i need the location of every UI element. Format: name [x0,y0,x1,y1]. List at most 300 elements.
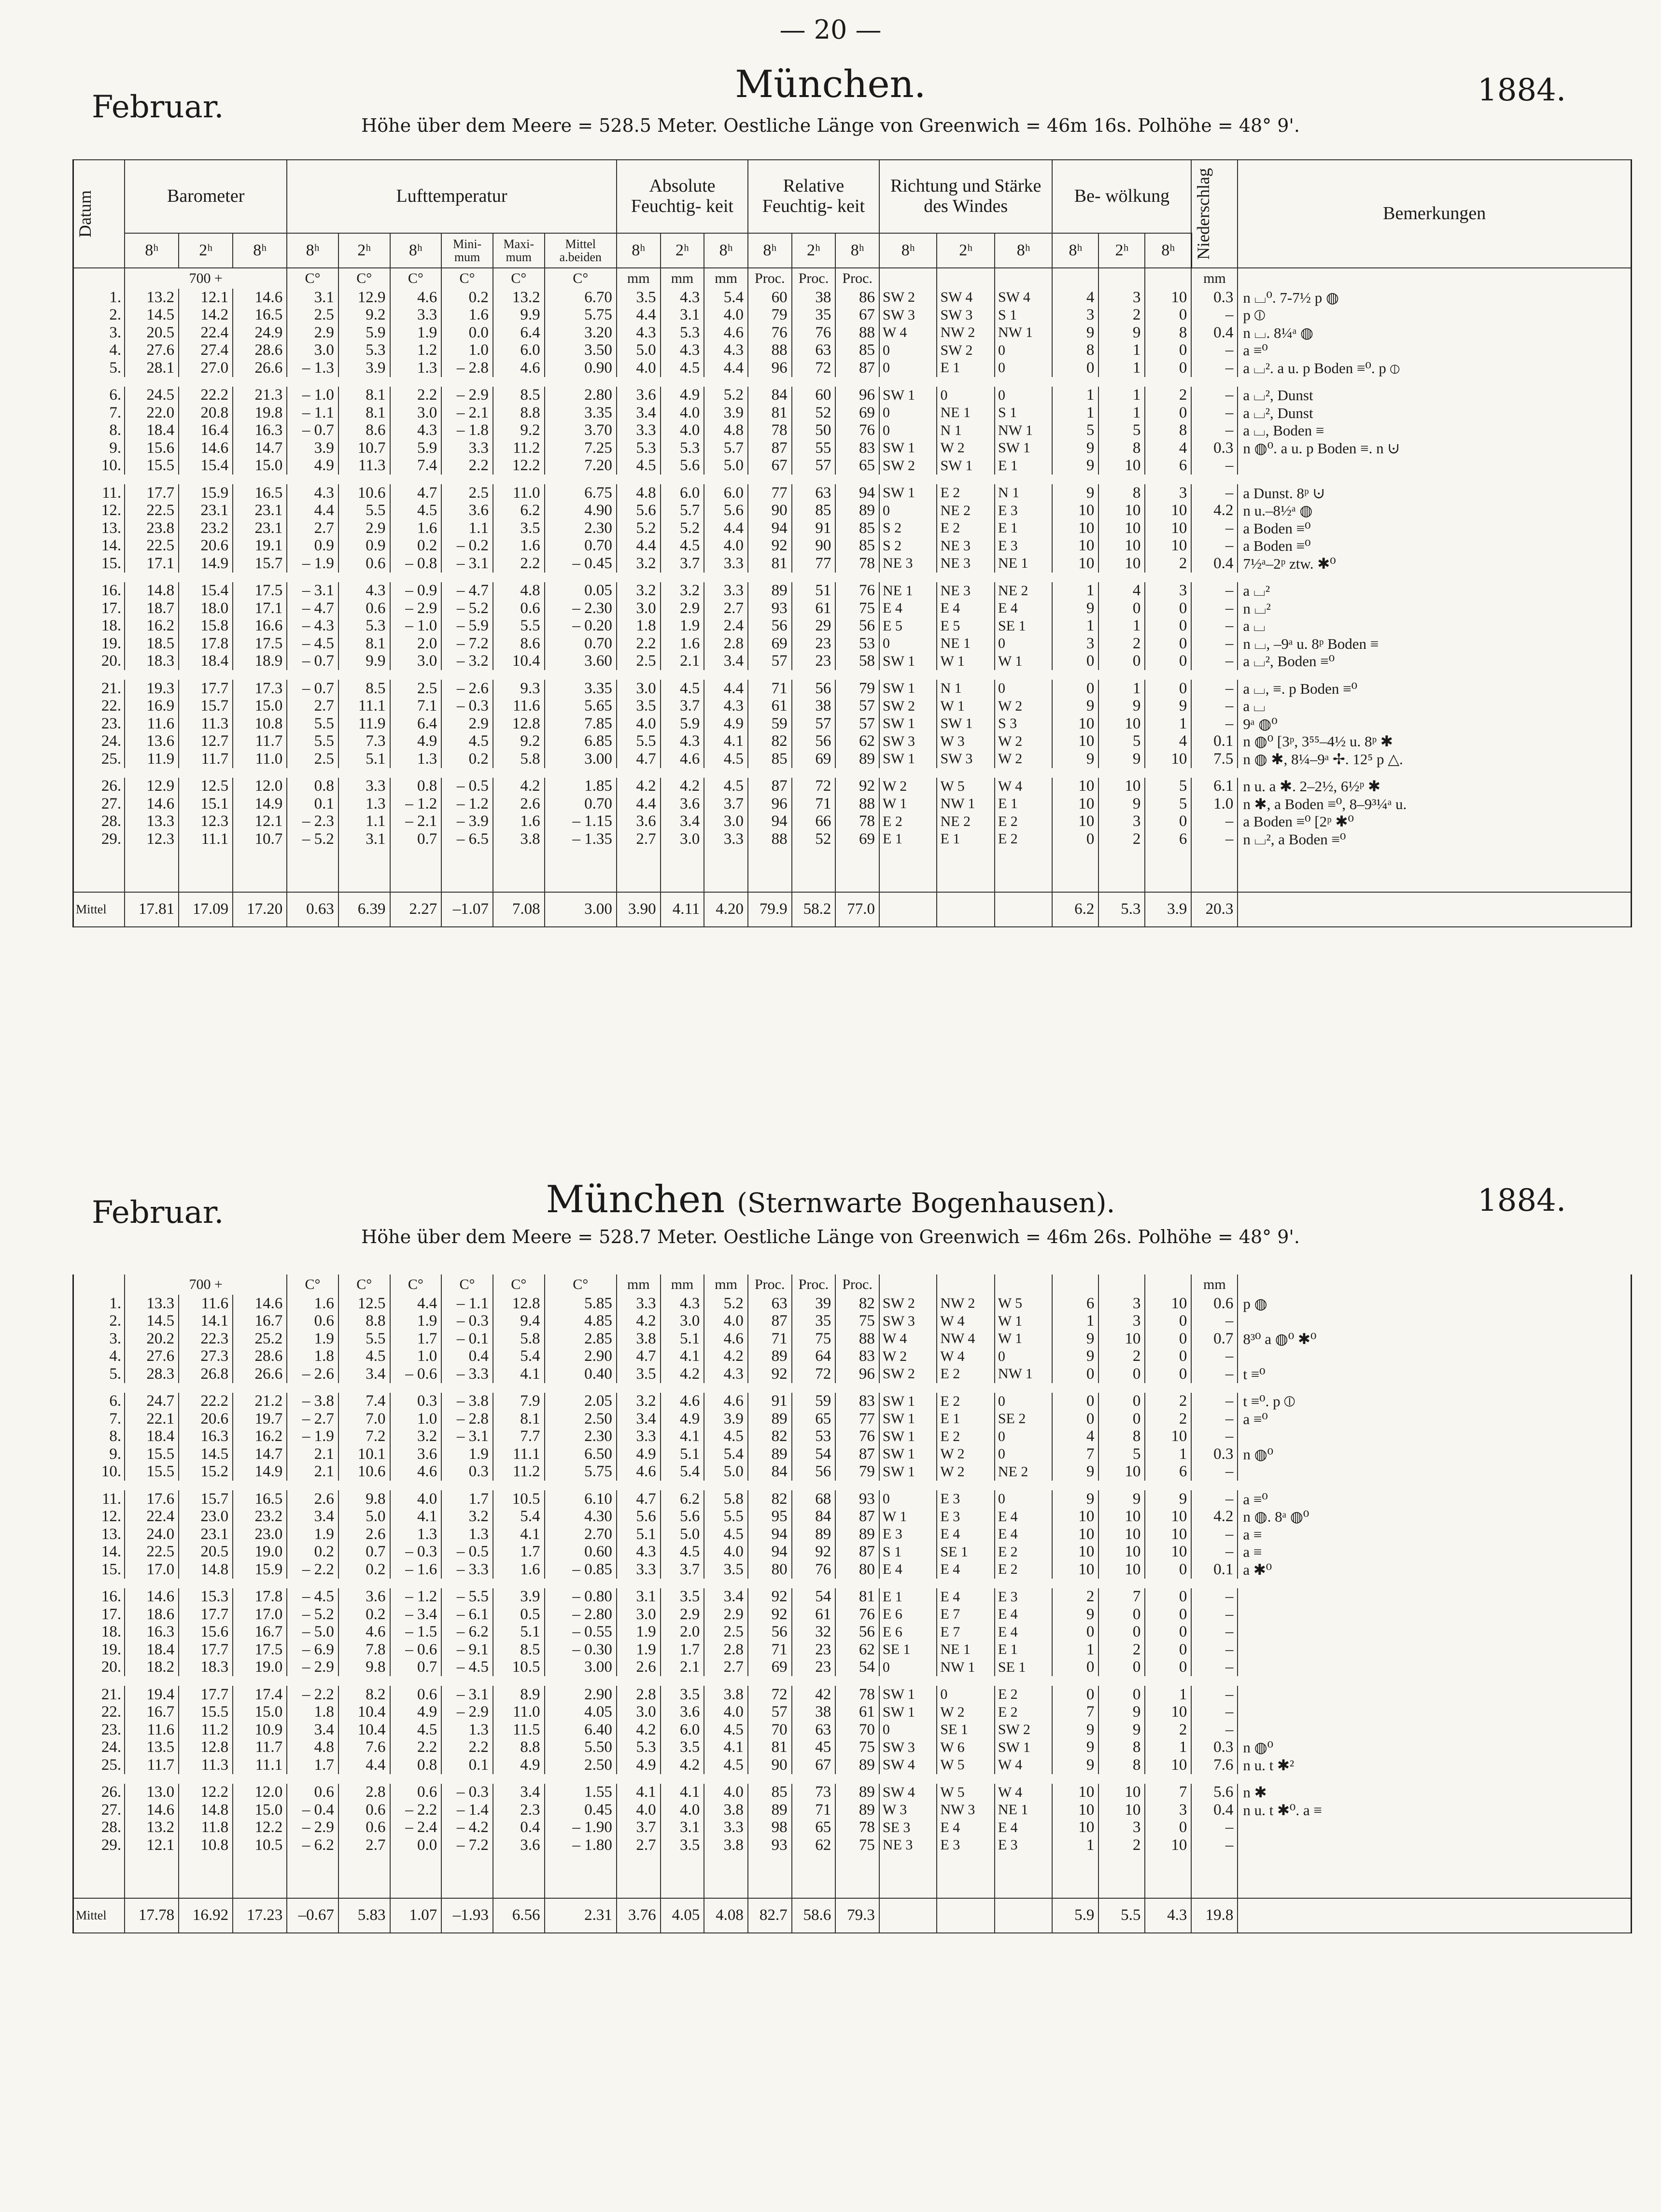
cell-15: 76 [835,1606,879,1624]
cell-13: 78 [748,422,792,440]
cell-8: 1.6 [493,1561,545,1579]
cell-15: 57 [835,715,879,733]
cell-7: – 3.3 [441,1561,493,1579]
cell-19: 9 [1052,1739,1098,1757]
cell-1: 12.9 [125,778,179,796]
cell-1: 11.9 [125,750,179,768]
cell-12: 4.5 [704,1721,748,1739]
cell-5: 12.9 [338,289,390,307]
cell-14: 63 [792,1721,836,1739]
day-row [73,1704,1632,1722]
cell-9: 0.40 [545,1365,617,1383]
unit-cell: mm [617,268,661,289]
cell-1: 13.2 [125,289,179,307]
spacer-cell [1098,848,1145,892]
cell-16: E 4 [879,1561,937,1579]
cell-1: 23.8 [125,519,179,537]
cell-22: – [1191,698,1238,715]
spacer-row [73,1854,1632,1898]
cell-19: 1 [1052,387,1098,405]
cell-6: 2.5 [390,680,442,698]
cell-10: 5.3 [617,439,661,457]
cell-7: – 7.2 [441,635,493,653]
cell-8: 9.2 [493,422,545,440]
spacer-cell [879,848,937,892]
cell-19: 1 [1052,1641,1098,1659]
cell-19: 1 [1052,1313,1098,1330]
cell-18: E 1 [995,519,1052,537]
cell-18: N 1 [995,484,1052,502]
spacer-cell [1145,848,1191,892]
station-title [0,1178,1661,1221]
gap-cell [73,1579,1632,1588]
cell-2: 23.1 [179,1526,233,1543]
cell-3: 14.7 [233,439,287,457]
cell-2: 12.7 [179,733,233,751]
cell-3: 10.8 [233,715,287,733]
cell-21: 10 [1145,1428,1191,1446]
cell-8: 4.1 [493,1526,545,1543]
cell-22: 0.3 [1191,1445,1238,1463]
cell-11: 4.3 [661,733,704,751]
cell-14: 50 [792,422,836,440]
cell-3: 15.0 [233,1801,287,1819]
cell-22: – [1191,1721,1238,1739]
cell-18: NE 2 [995,1463,1052,1481]
day-row [73,680,1632,698]
cell-20: 1 [1098,342,1145,360]
spacer-cell [125,1854,179,1898]
cell-21: 1 [1145,1445,1191,1463]
cell-14: 32 [792,1624,836,1641]
cell-9: 6.50 [545,1445,617,1463]
cell-4: 0.1 [287,795,338,813]
cell-21: 0 [1145,1624,1191,1641]
cell-1: 13.3 [125,813,179,831]
mean-cell [879,1898,937,1933]
cell-6: 2.0 [390,635,442,653]
mean-cell [937,892,994,927]
cell-5: 11.1 [338,698,390,715]
cell-2: 15.7 [179,698,233,715]
cell-21: 2 [1145,387,1191,405]
day-row [73,387,1632,405]
cell-13: 56 [748,617,792,635]
subheader-hour-8: 8ʰ [125,233,179,268]
cell-17: NE 1 [937,1641,994,1659]
cell-remark [1238,1836,1631,1854]
cell-10: 3.7 [617,1819,661,1837]
cell-19: 10 [1052,795,1098,813]
cell-remark: n ⌴² [1238,600,1631,617]
cell-15: 89 [835,1526,879,1543]
cell-22: – [1191,1348,1238,1366]
cell-2: 11.8 [179,1819,233,1837]
day-row [73,617,1632,635]
cell-22: 0.4 [1191,324,1238,342]
cell-12: 3.9 [704,1410,748,1428]
cell-13: 92 [748,1588,792,1606]
cell-9: 7.85 [545,715,617,733]
cell-5: 9.9 [338,653,390,671]
cell-19: 9 [1052,1463,1098,1481]
cell-remark: n ⌴, –9ᵃ u. 8ᵖ Boden ≡ [1238,635,1631,653]
cell-19: 0 [1052,1393,1098,1411]
spacer-cell [1191,848,1238,892]
cell-1: 17.0 [125,1561,179,1579]
day-row [73,600,1632,617]
cell-remark [1238,1428,1631,1446]
cell-1: 18.2 [125,1659,179,1677]
group-gap [73,377,1632,387]
cell-7: – 3.1 [441,1686,493,1704]
cell-7: – 1.2 [441,795,493,813]
cell-17: NE 2 [937,813,994,831]
cell-date: 27. [73,795,125,813]
subheader-minimum: Mini- mum [441,233,493,268]
spacer-cell [704,848,748,892]
cell-22: 4.2 [1191,1508,1238,1526]
cell-8: 4.1 [493,1365,545,1383]
cell-3: 12.1 [233,813,287,831]
cell-3: 17.3 [233,680,287,698]
cell-14: 61 [792,600,836,617]
cell-4: – 5.0 [287,1624,338,1641]
cell-19: 0 [1052,680,1098,698]
header-precipitation-label: Niederschlag [1193,168,1213,260]
cell-15: 61 [835,1704,879,1722]
cell-7: – 3.1 [441,555,493,573]
cell-10: 4.2 [617,1721,661,1739]
cell-date: 16. [73,1588,125,1606]
cell-13: 89 [748,1410,792,1428]
mean-cell: 17.78 [125,1898,179,1933]
cell-15: 56 [835,1624,879,1641]
cell-22: 0.6 [1191,1295,1238,1313]
cell-19: 9 [1052,457,1098,475]
cell-7: – 1.4 [441,1801,493,1819]
cell-19: 0 [1052,359,1098,377]
cell-21: 8 [1145,324,1191,342]
cell-13: 63 [748,1295,792,1313]
cell-14: 84 [792,1508,836,1526]
cell-remark [1238,1819,1631,1837]
cell-7: 2.9 [441,715,493,733]
day-row [73,582,1632,600]
gap-cell [73,573,1632,582]
cell-18: E 4 [995,1624,1052,1641]
cell-22: 0.4 [1191,555,1238,573]
cell-6: 1.3 [390,359,442,377]
cell-8: 7.7 [493,1428,545,1446]
cell-13: 87 [748,439,792,457]
cell-4: 2.9 [287,324,338,342]
cell-4: 4.3 [287,484,338,502]
cell-15: 57 [835,698,879,715]
cell-8: 1.7 [493,1543,545,1561]
cell-4: 5.5 [287,715,338,733]
cell-14: 68 [792,1490,836,1508]
gap-cell [73,1774,1632,1784]
cell-20: 10 [1098,1801,1145,1819]
cell-12: 5.8 [704,1490,748,1508]
cell-11: 3.5 [661,1686,704,1704]
cell-15: 53 [835,635,879,653]
cell-19: 10 [1052,537,1098,555]
cell-date: 27. [73,1801,125,1819]
cell-4: – 0.7 [287,422,338,440]
cell-7: – 0.5 [441,1543,493,1561]
section-2 [0,1178,1661,1274]
cell-17: W 2 [937,439,994,457]
cell-10: 3.0 [617,1704,661,1722]
spacer-cell [704,1854,748,1898]
cell-2: 20.5 [179,1543,233,1561]
day-row [73,1526,1632,1543]
cell-9: – 0.20 [545,617,617,635]
cell-17: N 1 [937,680,994,698]
cell-18: SW 4 [995,289,1052,307]
cell-5: 7.8 [338,1641,390,1659]
cell-12: 5.2 [704,1295,748,1313]
cell-16: NE 1 [879,582,937,600]
cell-20: 3 [1098,1819,1145,1837]
spacer-cell [441,1854,493,1898]
cell-22: 0.7 [1191,1330,1238,1348]
cell-18: 0 [995,387,1052,405]
subheader-hour-8: 8ʰ [233,233,287,268]
cell-19: 9 [1052,439,1098,457]
cell-14: 72 [792,778,836,796]
cell-2: 14.2 [179,307,233,324]
cell-6: – 0.3 [390,1543,442,1561]
cell-21: 1 [1145,1739,1191,1757]
cell-4: 0.9 [287,537,338,555]
cell-17: NE 3 [937,582,994,600]
cell-2: 17.7 [179,680,233,698]
cell-10: 2.7 [617,1836,661,1854]
mean-cell: 79.9 [748,892,792,927]
cell-14: 71 [792,1801,836,1819]
cell-12: 4.0 [704,1784,748,1802]
cell-3: 26.6 [233,359,287,377]
cell-14: 35 [792,1313,836,1330]
cell-15: 89 [835,502,879,520]
cell-10: 4.2 [617,778,661,796]
mean-cell: 20.3 [1191,892,1238,927]
cell-5: 8.1 [338,387,390,405]
cell-remark: a Dunst. 8ᵖ ⊍ [1238,484,1631,502]
group-gap [73,670,1632,680]
cell-2: 14.5 [179,1445,233,1463]
cell-7: – 0.5 [441,778,493,796]
cell-6: 1.9 [390,1313,442,1330]
cell-22: – [1191,1365,1238,1383]
month-label: Februar. [92,89,224,125]
cell-13: 67 [748,457,792,475]
mean-cell: 3.9 [1145,892,1191,927]
cell-1: 19.4 [125,1686,179,1704]
gap-cell [73,1676,1632,1686]
cell-7: – 3.3 [441,1365,493,1383]
cell-3: 23.0 [233,1526,287,1543]
cell-17: W 6 [937,1739,994,1757]
cell-15: 69 [835,404,879,422]
cell-15: 88 [835,324,879,342]
cell-11: 3.6 [661,795,704,813]
cell-date: 25. [73,750,125,768]
unit-cell: C° [338,1274,390,1295]
cell-date: 1. [73,1295,125,1313]
cell-18: W 1 [995,1330,1052,1348]
cell-5: 10.4 [338,1721,390,1739]
cell-6: 0.8 [390,1756,442,1774]
cell-16: SW 1 [879,484,937,502]
cell-10: 4.0 [617,715,661,733]
units-row [73,268,1632,289]
day-row [73,457,1632,475]
cell-15: 96 [835,387,879,405]
subheader-hour-8: 8ʰ [390,233,442,268]
cell-remark: n ⌴⁰. 7-7½ p ◍ [1238,289,1631,307]
cell-18: E 1 [995,795,1052,813]
cell-8: 8.5 [493,1641,545,1659]
cell-16: SW 1 [879,1463,937,1481]
cell-16: SW 1 [879,1410,937,1428]
cell-18: W 2 [995,733,1052,751]
cell-16: E 6 [879,1606,937,1624]
cell-7: 4.5 [441,733,493,751]
cell-3: 17.0 [233,1606,287,1624]
cell-10: 3.3 [617,422,661,440]
cell-22: – [1191,1686,1238,1704]
cell-20: 8 [1098,484,1145,502]
cell-1: 15.5 [125,1445,179,1463]
cell-date: 24. [73,1739,125,1757]
cell-9: 0.60 [545,1543,617,1561]
cell-7: – 3.9 [441,813,493,831]
cell-16: 0 [879,1721,937,1739]
cell-13: 84 [748,1463,792,1481]
cell-14: 65 [792,1410,836,1428]
cell-4: 2.5 [287,307,338,324]
cell-21: 0 [1145,359,1191,377]
cell-2: 14.6 [179,439,233,457]
cell-13: 85 [748,750,792,768]
cell-7: 3.3 [441,439,493,457]
cell-16: 0 [879,1490,937,1508]
unit-cell: C° [390,1274,442,1295]
cell-remark: a ≡⁰ [1238,342,1631,360]
cell-22: – [1191,1410,1238,1428]
cell-20: 2 [1098,1641,1145,1659]
cell-9: 1.85 [545,778,617,796]
cell-remark: a ⌴². a u. p Boden ≡⁰. p ⦶ [1238,359,1631,377]
cell-12: 5.7 [704,439,748,457]
cell-remark: a ≡ [1238,1543,1631,1561]
cell-15: 88 [835,1330,879,1348]
cell-21: 10 [1145,1543,1191,1561]
mean-cell: Mittel [73,1898,125,1933]
day-row [73,715,1632,733]
cell-8: 4.8 [493,582,545,600]
cell-date: 17. [73,1606,125,1624]
cell-22: – [1191,342,1238,360]
cell-8: 2.6 [493,795,545,813]
unit-cell [879,268,937,289]
cell-9: – 0.45 [545,555,617,573]
cell-remark: n u. t ✱⁰. a ≡ [1238,1801,1631,1819]
cell-remark [1238,1463,1631,1481]
cell-22: – [1191,582,1238,600]
unit-cell [1238,268,1631,289]
mean-cell: –1.93 [441,1898,493,1933]
cell-11: 5.9 [661,715,704,733]
cell-3: 12.0 [233,778,287,796]
cell-14: 76 [792,1561,836,1579]
cell-19: 9 [1052,1348,1098,1366]
unit-cell: Proc. [748,268,792,289]
cell-13: 81 [748,404,792,422]
cell-5: 11.3 [338,457,390,475]
cell-13: 94 [748,1543,792,1561]
cell-19: 10 [1052,813,1098,831]
cell-12: 4.6 [704,1393,748,1411]
cell-12: 3.3 [704,555,748,573]
cell-date: 15. [73,555,125,573]
cell-18: NW 1 [995,324,1052,342]
mean-cell [995,892,1052,927]
cell-22: – [1191,1606,1238,1624]
cell-7: – 6.2 [441,1624,493,1641]
cell-6: 3.2 [390,1428,442,1446]
cell-2: 15.2 [179,1463,233,1481]
cell-20: 9 [1098,795,1145,813]
cell-2: 14.8 [179,1801,233,1819]
cell-18: W 1 [995,653,1052,671]
day-row [73,519,1632,537]
cell-11: 4.3 [661,342,704,360]
cell-18: NE 1 [995,1801,1052,1819]
cell-2: 15.8 [179,617,233,635]
cell-13: 76 [748,324,792,342]
spacer-cell [661,848,704,892]
unit-cell: C° [441,268,493,289]
cell-5: 2.7 [338,1836,390,1854]
cell-7: – 9.1 [441,1641,493,1659]
cell-date: 24. [73,733,125,751]
cell-12: 4.0 [704,1543,748,1561]
cell-date: 2. [73,1313,125,1330]
cell-15: 77 [835,1410,879,1428]
cell-11: 4.0 [661,1801,704,1819]
cell-17: NE 1 [937,635,994,653]
gap-cell [73,670,1632,680]
cell-6: 3.6 [390,1445,442,1463]
cell-10: 4.7 [617,1490,661,1508]
weather-table [72,159,1632,927]
cell-6: 1.0 [390,1410,442,1428]
cell-4: 2.1 [287,1445,338,1463]
cell-18: E 2 [995,1543,1052,1561]
cell-10: 1.8 [617,617,661,635]
cell-16: S 1 [879,1543,937,1561]
cell-3: 14.6 [233,1295,287,1313]
cell-4: – 4.7 [287,600,338,617]
cell-remark: n u.–8½ᵃ ◍ [1238,502,1631,520]
cell-1: 13.3 [125,1295,179,1313]
spacer-cell [287,1854,338,1898]
